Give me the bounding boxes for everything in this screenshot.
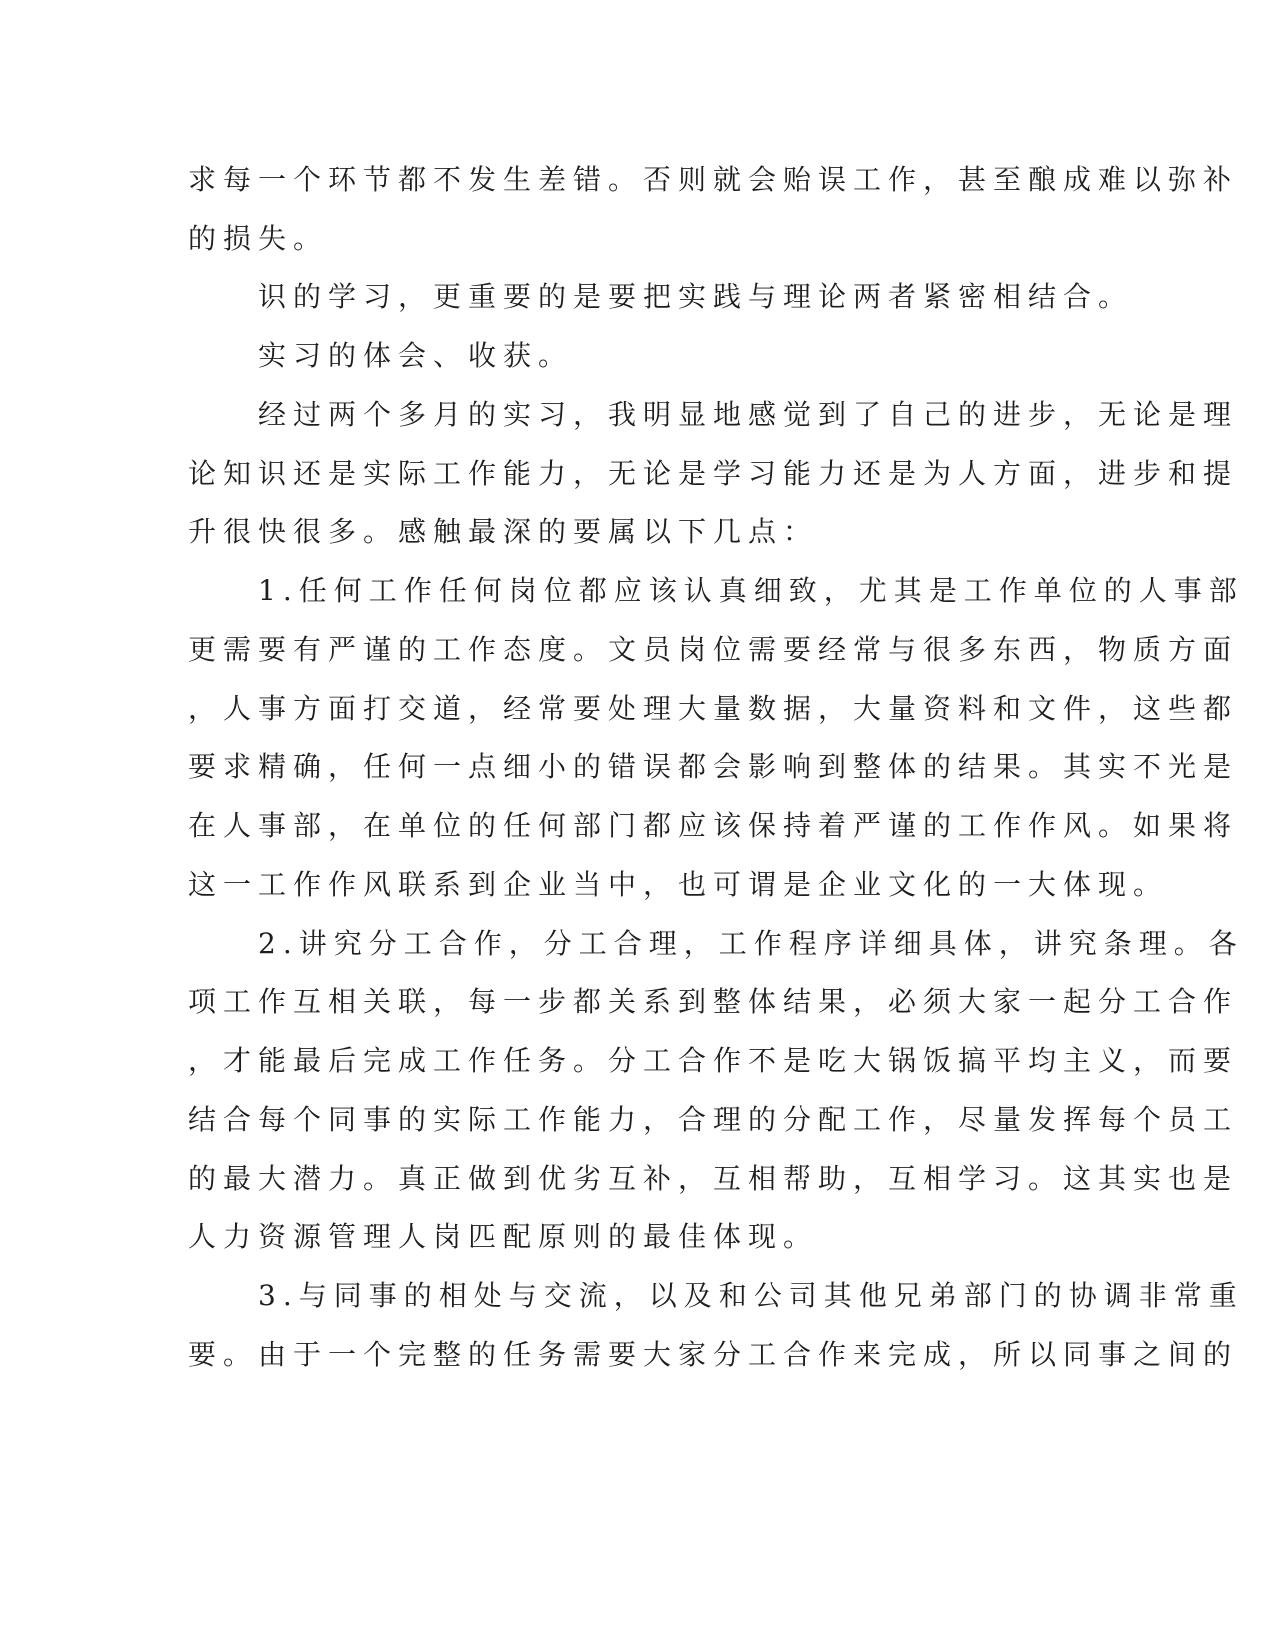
list-item-3-first-line: 3.与同事的相处与交流，以及和公司其他兄弟部门的协调非常重 [258,1279,1244,1312]
list-item-2-first-line: 2.讲究分工合作，分工合理，工作程序详细具体，讲究条理。各 [258,927,1244,960]
text-line: 论知识还是实际工作能力，无论是学习能力还是为人方面，进步和提 [188,457,1239,490]
text-line: 要。由于一个完整的任务需要大家分工合作来完成，所以同事之间的 [188,1338,1239,1371]
text-line: 求每一个环节都不发生差错。否则就会贻误工作，甚至酿成难以弥补 [188,163,1239,196]
paragraph-first-line: 经过两个多月的实习，我明显地感觉到了自己的进步，无论是理 [258,398,1239,431]
text-line: 这一工作作风联系到企业当中，也可谓是企业文化的一大体现。 [188,868,1169,901]
text-line: ，人事方面打交道，经常要处理大量数据，大量资料和文件，这些都 [188,692,1239,725]
text-line: ，才能最后完成工作任务。分工合作不是吃大锅饭搞平均主义，而要 [188,1044,1239,1077]
text-line: 识的学习，更重要的是要把实践与理论两者紧密相结合。 [258,280,1134,313]
text-line: 升很快很多。感触最深的要属以下几点： [188,515,819,548]
text-line: 要求精确，任何一点细小的错误都会影响到整体的结果。其实不光是 [188,750,1239,783]
text-line: 人力资源管理人岗匹配原则的最佳体现。 [188,1220,819,1253]
text-line: 项工作互相关联，每一步都关系到整体结果，必须大家一起分工合作 [188,985,1239,1018]
text-line: 实习的体会、收获。 [258,339,574,372]
text-line: 更需要有严谨的工作态度。文员岗位需要经常与很多东西，物质方面 [188,633,1239,666]
text-line: 结合每个同事的实际工作能力，合理的分配工作，尽量发挥每个员工 [188,1103,1239,1136]
text-line: 在人事部，在单位的任何部门都应该保持着严谨的工作作风。如果将 [188,809,1239,842]
list-item-1-first-line: 1.任何工作任何岗位都应该认真细致，尤其是工作单位的人事部 [258,574,1244,607]
text-line: 的最大潜力。真正做到优劣互补，互相帮助，互相学习。这其实也是 [188,1162,1239,1195]
text-line: 的损失。 [188,222,329,255]
